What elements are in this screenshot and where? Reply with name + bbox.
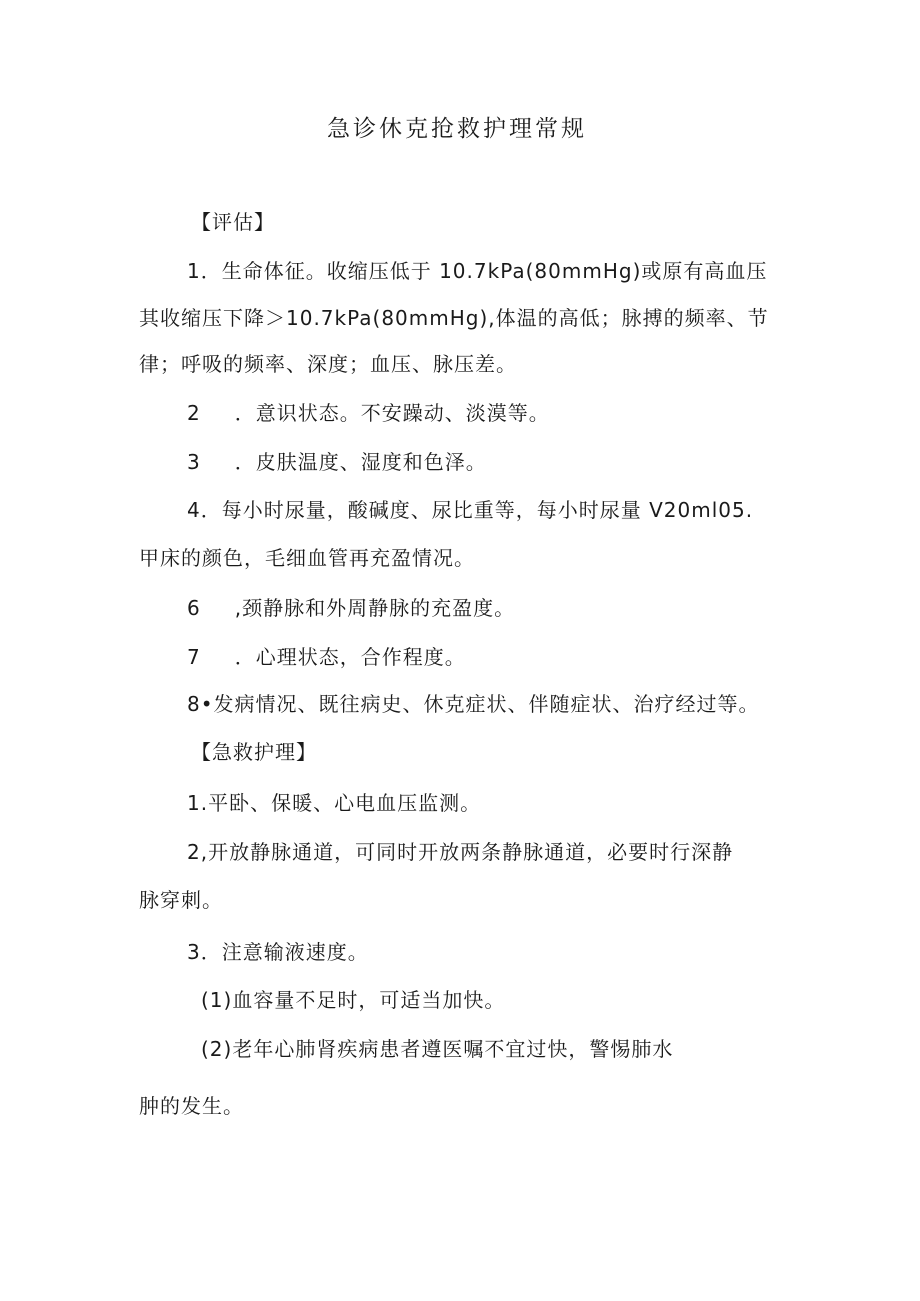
assessment-item-8: 8•发病情况、既往病史、休克症状、伴随症状、治疗经过等。	[187, 692, 760, 716]
assessment-item-2-number: 2	[187, 401, 201, 425]
rescue-subitem-1: (1)血容量不足时，可适当加快。	[201, 988, 506, 1012]
assessment-item-3-number: 3	[187, 450, 201, 474]
assessment-item-4-line-1: 4．每小时尿量，酸碱度、尿比重等，每小时尿量 V20ml05.	[187, 498, 754, 522]
assessment-item-1-line-1: 1．生命体征。收缩压低于 10.7kPa(80mmHg)或原有高血压	[187, 259, 768, 283]
assessment-item-2-text: ．意识状态。不安躁动、淡漠等。	[234, 401, 550, 425]
assessment-item-2	[187, 401, 550, 425]
assessment-item-6-text: ,颈静脉和外周静脉的充盈度。	[234, 596, 516, 620]
assessment-item-7-text: ．心理状态，合作程度。	[234, 645, 466, 669]
assessment-item-7	[187, 645, 466, 669]
rescue-item-1: 1.平卧、保暖、心电血压监测。	[187, 791, 482, 815]
section-heading-rescue: 【急救护理】	[191, 740, 317, 764]
rescue-item-2-line-2: 脉穿刺。	[139, 888, 223, 912]
assessment-item-6	[187, 596, 515, 620]
assessment-item-1-line-2: 其收缩压下降＞10.7kPa(80mmHg),体温的高低；脉搏的频率、节	[139, 306, 769, 330]
section-heading-assessment: 【评估】	[191, 210, 275, 234]
assessment-item-3	[187, 450, 487, 474]
rescue-item-3: 3．注意输液速度。	[187, 940, 369, 964]
rescue-subitem-2-line-1: (2)老年心肺肾疾病患者遵医嘱不宜过快，警惕肺水	[201, 1037, 674, 1061]
assessment-item-4-line-2: 甲床的颜色，毛细血管再充盈情况。	[139, 546, 475, 570]
assessment-item-1-line-3: 律；呼吸的频率、深度；血压、脉压差。	[139, 352, 517, 376]
assessment-item-3-text: ．皮肤温度、湿度和色泽。	[234, 450, 487, 474]
rescue-item-2-line-1: 2,开放静脉通道，可同时开放两条静脉通道，必要时行深静	[187, 840, 734, 864]
assessment-item-6-number: 6	[187, 596, 201, 620]
assessment-item-7-number: 7	[187, 645, 201, 669]
page-title: 急诊休克抢救护理常规	[327, 116, 587, 142]
rescue-subitem-2-line-2: 肿的发生。	[139, 1094, 244, 1118]
